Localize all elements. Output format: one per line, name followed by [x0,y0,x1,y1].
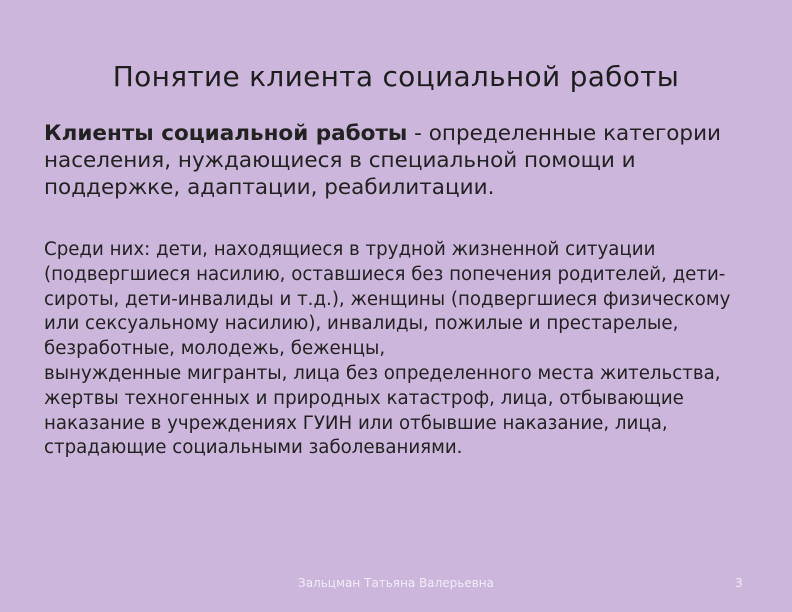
body-paragraph-2: вынужденные мигранты, лица без определенного места жительства, жертвы техногенных и природных катастроф, лица, отбывающие наказание в учреждениях ГУИН или отбывшие наказание, лица, страдающие социальными заболеваниями. [44,362,721,459]
footer-author: Зальцман Татьяна Валерьевна [298,576,494,590]
definition-text: - определенные категории населения, нуждающиеся в специальной помощи и поддержке, адаптации, реабилитации. [44,121,722,200]
slide-title: Понятие клиента социальной работы [112,60,680,93]
page-number: 3 [735,576,743,590]
body-paragraph-1: Среди них: дети, находящиеся в трудной жизненной ситуации (подвергшиеся насилию, оставшиеся без попечения родителей, дети-сироты, дети-инвалиды и т.д.), женщины (подвергшиеся физическому или сексуальному насилию), инвалиды, пожилые и престарелые, безработные, молодежь, беженцы, [44,239,731,360]
definition-term: Клиенты социальной работы [44,121,408,146]
definition-paragraph [44,120,744,201]
body-text [44,238,749,461]
